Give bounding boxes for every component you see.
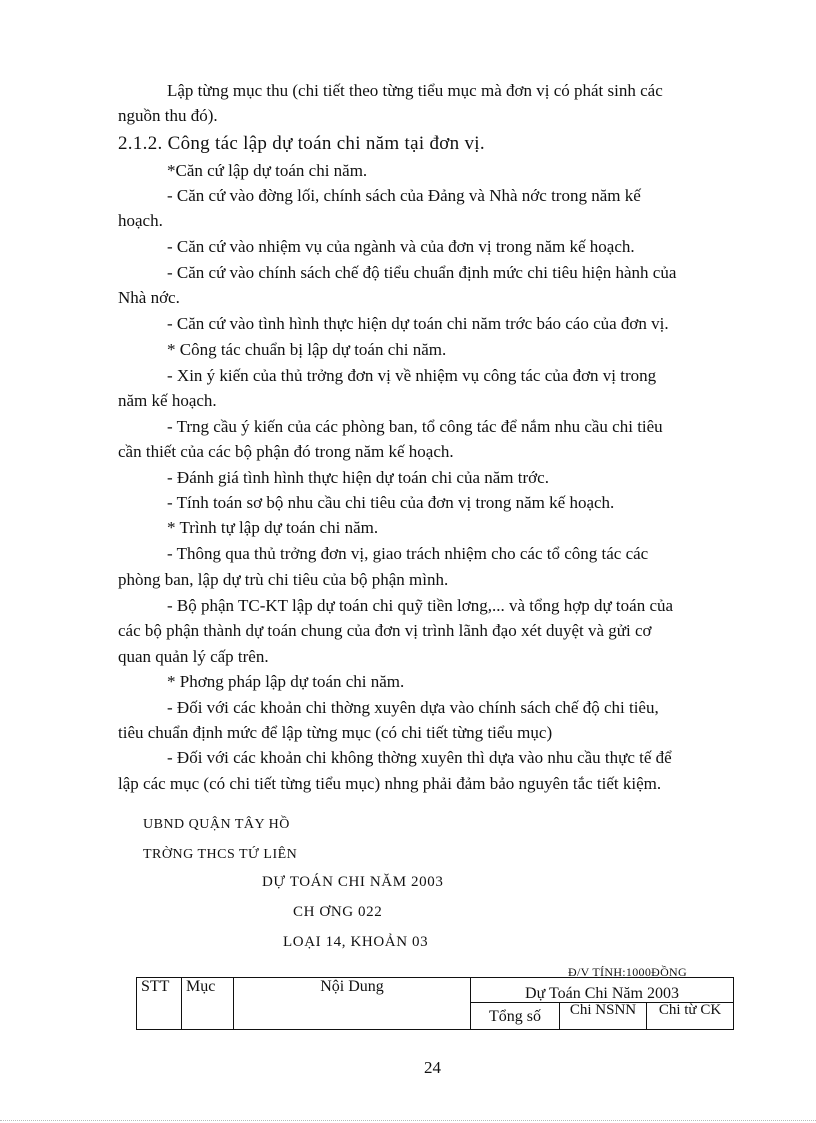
paragraph-line: lập các mục (có chi tiết từng tiểu mục) nhng phải đảm bảo nguyên tắc tiết kiệm. xyxy=(118,774,662,793)
section-heading: 2.1.2. Công tác lập dự toán chi năm tại đơn vị. xyxy=(118,133,485,154)
agency-name: UBND QUẬN TÂY HỒ xyxy=(143,817,290,832)
paragraph-line: *Căn cứ lập dự toán chi năm. xyxy=(167,161,368,180)
estimate-title: DỰ TOÁN CHI NĂM 2003 xyxy=(262,874,444,890)
paragraph-line: - Thông qua thủ trởng đơn vị, giao trách nhiệm cho các tổ công tác các xyxy=(167,544,649,563)
paragraph-line: - Đối với các khoản chi thờng xuyên dựa vào chính sách chế độ chi tiêu, xyxy=(167,698,659,717)
header-chi-ck: Chi từ CK xyxy=(647,1003,734,1030)
table-header-row xyxy=(137,978,734,1003)
paragraph-line: tiêu chuẩn định mức để lập từng mục (có chi tiết từng tiểu mục) xyxy=(118,723,553,742)
paragraph-line: - Căn cứ vào đờng lối, chính sách của Đảng và Nhà nớc trong năm kế xyxy=(167,186,641,205)
paragraph-line: năm kế hoạch. xyxy=(118,391,217,410)
paragraph-line: - Trng cầu ý kiến của các phòng ban, tổ công tác để nắm nhu cầu chi tiêu xyxy=(167,417,663,436)
category-code: LOẠI 14, KHOẢN 03 xyxy=(283,934,429,950)
paragraph-line: - Căn cứ vào nhiệm vụ của ngành và của đơn vị trong năm kế hoạch. xyxy=(167,237,635,256)
header-chi-nsnn: Chi NSNN xyxy=(560,1003,647,1030)
paragraph-line: - Đối với các khoản chi không thờng xuyên thì dựa vào nhu cầu thực tế để xyxy=(167,748,672,767)
paragraph-line: phòng ban, lập dự trù chi tiêu của bộ phận mình. xyxy=(118,570,449,589)
school-name: TRỜNG THCS TỨ LIÊN xyxy=(143,847,298,862)
paragraph-line: các bộ phận thành dự toán chung của đơn vị trình lãnh đạo xét duyệt và gửi cơ xyxy=(118,621,652,640)
paragraph-line: - Căn cứ vào chính sách chế độ tiểu chuẩn định mức chi tiêu hiện hành của xyxy=(167,263,677,282)
paragraph-line: * Trình tự lập dự toán chi năm. xyxy=(167,518,379,537)
chapter-code: CH ƠNG 022 xyxy=(293,904,383,920)
header-noidung: Nội Dung xyxy=(234,978,471,1030)
paragraph-line: - Đánh giá tình hình thực hiện dự toán chi của năm trớc. xyxy=(167,468,549,487)
budget-table xyxy=(136,977,734,1030)
page-number: 24 xyxy=(424,1058,441,1077)
header-estimate-group: Dự Toán Chi Năm 2003 xyxy=(471,978,734,1003)
paragraph-line: Lập từng mục thu (chi tiết theo từng tiểu mục mà đơn vị có phát sinh các xyxy=(167,81,663,100)
paragraph-line: hoạch. xyxy=(118,211,163,230)
paragraph-line: Nhà nớc. xyxy=(118,288,180,307)
header-tongso: Tổng số xyxy=(471,1003,560,1030)
paragraph-line: - Căn cứ vào tình hình thực hiện dự toán chi năm trớc báo cáo của đơn vị. xyxy=(167,314,669,333)
unit-label: Đ/V TÍNH:1000ĐỒNG xyxy=(568,965,687,979)
paragraph-line: * Công tác chuẩn bị lập dự toán chi năm. xyxy=(167,340,447,359)
header-stt: STT xyxy=(137,978,182,1030)
page-bottom-divider xyxy=(0,1120,816,1121)
paragraph-line: - Tính toán sơ bộ nhu cầu chi tiêu của đơn vị trong năm kế hoạch. xyxy=(167,493,615,512)
paragraph-line: - Xin ý kiến của thủ trởng đơn vị về nhiệm vụ công tác của đơn vị trong xyxy=(167,366,657,385)
paragraph-line: * Phơng pháp lập dự toán chi năm. xyxy=(167,672,405,691)
paragraph-line: cần thiết của các bộ phận đó trong năm kế hoạch. xyxy=(118,442,454,461)
paragraph-line: nguồn thu đó). xyxy=(118,106,218,125)
paragraph-line: quan quản lý cấp trên. xyxy=(118,647,269,666)
header-muc: Mục xyxy=(182,978,234,1030)
paragraph-line: - Bộ phận TC-KT lập dự toán chi quỹ tiền lơng,... và tổng hợp dự toán của xyxy=(167,596,674,615)
